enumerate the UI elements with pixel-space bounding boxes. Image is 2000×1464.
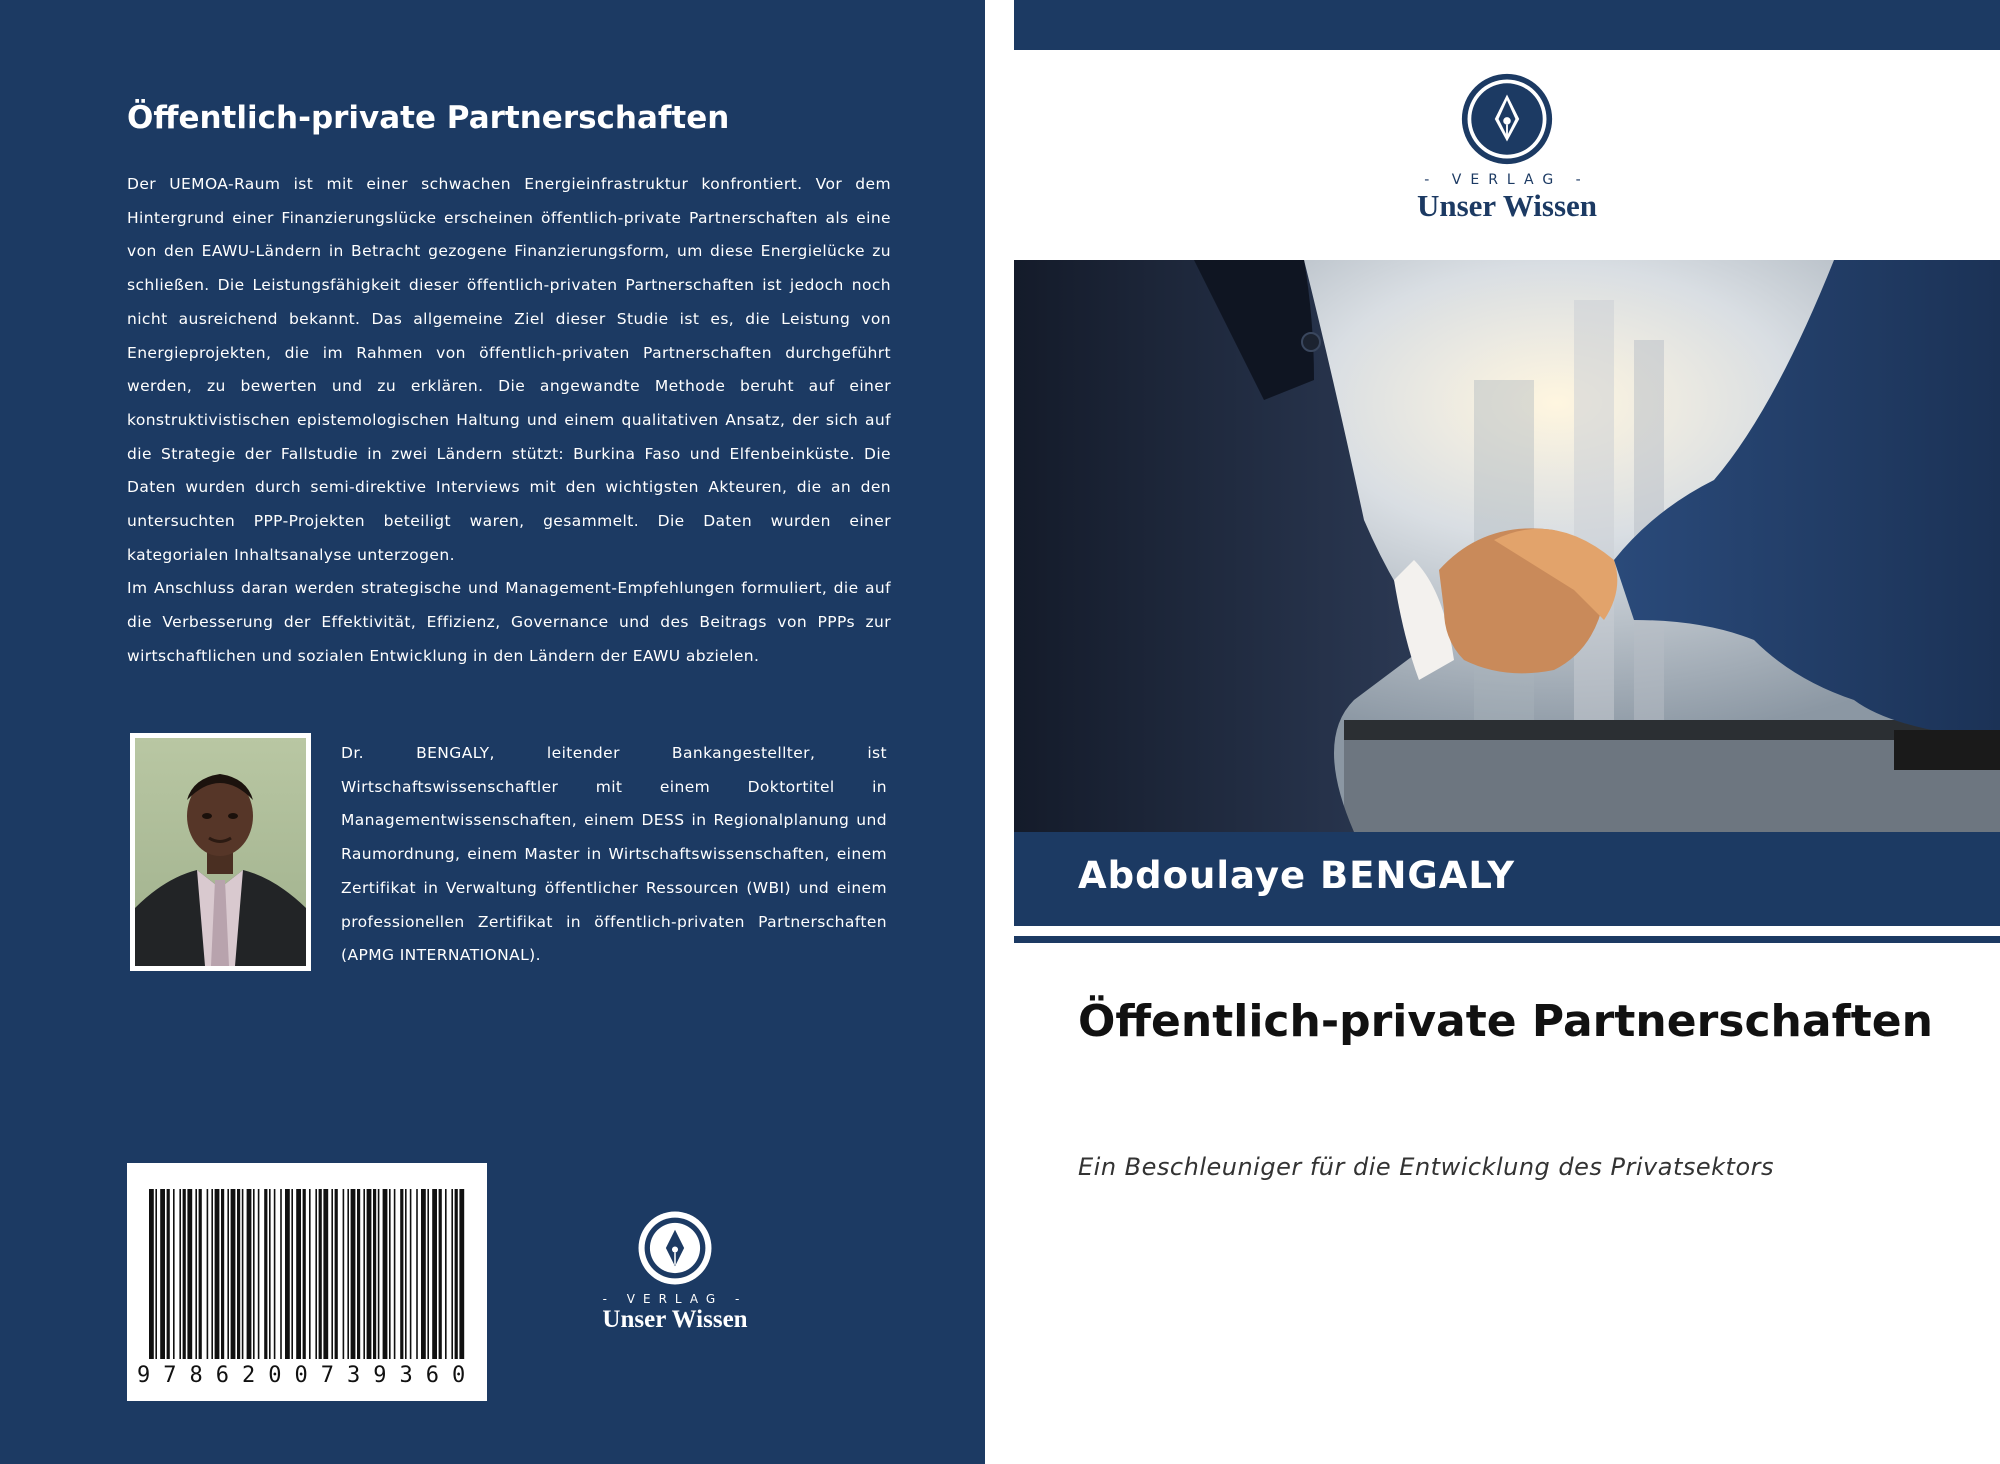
pen-nib-icon [1460, 72, 1554, 166]
publisher-name: Unser Wissen [602, 1306, 748, 1333]
abstract-paragraph-2: Im Anschluss daran werden strategische und Management-Empfehlungen formuliert, die auf die Verbesserung der Effektivität, Effizienz, Governance und des Beitrags von PPPs zur wirtschaftlichen und sozialen Entwicklung in den Ländern der EAWU abzielen. [127, 579, 891, 665]
publisher-verlag-label: - VERLAG - [1424, 172, 1590, 188]
back-cover [0, 0, 985, 1464]
front-cover-title: Öffentlich-private Partnerschaften [1078, 996, 1933, 1047]
author-band [1014, 832, 2000, 926]
abstract-paragraph-1: Der UEMOA-Raum ist mit einer schwachen Energieinfrastruktur konfrontiert. Vor dem Hintergrund einer Finanzierungslücke erscheinen öffentlich-private Partnerschaften als eine von den EAWU-Ländern in Betracht gezogene Finanzierungsform, um diese Energielücke zu schließen. Die Leistungsfähigkeit dieser öffentlich-privaten Partnerschaften ist jedoch noch nicht ausreichend bekannt. Das allgemeine Ziel dieser Studie ist es, die Leistung von Energieprojekten, die im Rahmen von öffentlich-privaten Partnerschaften durchgeführt werden, zu bewerten und zu erklären. Die angewandte Methode beruht auf einer konstruktivistischen epistemologischen Haltung und einem qualitativen Ansatz, der sich auf die Strategie der Fallstudie in zwei Ländern stützt: Burkina Faso und Elfenbeinküste. Die Daten wurden durch semi-direktive Interviews mit den wichtigsten Akteuren, die an den untersuchten PPP-Projekten beteiligt waren, gesammelt. Die Daten wurden einer kategorialen Inhaltsanalyse unterzogen. [127, 175, 891, 564]
front-cover-subtitle: Ein Beschleuniger für die Entwicklung des Privatsektors [1078, 1153, 1775, 1181]
spine [985, 0, 1014, 1464]
publisher-verlag-label: - VERLAG - [602, 1292, 748, 1306]
handshake-photo [1014, 260, 2000, 832]
abstract-text [127, 168, 891, 674]
barcode [127, 1163, 487, 1401]
pen-nib-icon [637, 1210, 713, 1286]
back-publisher-logo [560, 1210, 790, 1340]
front-author-name: Abdoulaye BENGALY [1078, 854, 1516, 897]
back-cover-title: Öffentlich-private Partnerschaften [127, 100, 730, 136]
author-portrait [130, 733, 311, 971]
front-publisher-logo [1364, 72, 1650, 224]
divider-line [1014, 936, 2000, 943]
front-top-bar [1014, 0, 2000, 50]
author-bio: Dr. BENGALY, leitender Bankangestellter, ist Wirtschaftswissenschaftler mit einem Doktortitel in Managementwissenschaften, einem DESS in Regionalplanung und Raumordnung, einem Master in Wirtschaftswissenschaften, einem Zertifikat in Verwaltung öffentlicher Ressourcen (WBI) und einem professionellen Zertifikat in öffentlich-privaten Partnerschaften (APMG INTERNATIONAL). [341, 744, 887, 965]
isbn-digits: 9786200739360 [137, 1363, 479, 1388]
publisher-name: Unser Wissen [1416, 188, 1598, 223]
front-cover [1014, 0, 2000, 1464]
